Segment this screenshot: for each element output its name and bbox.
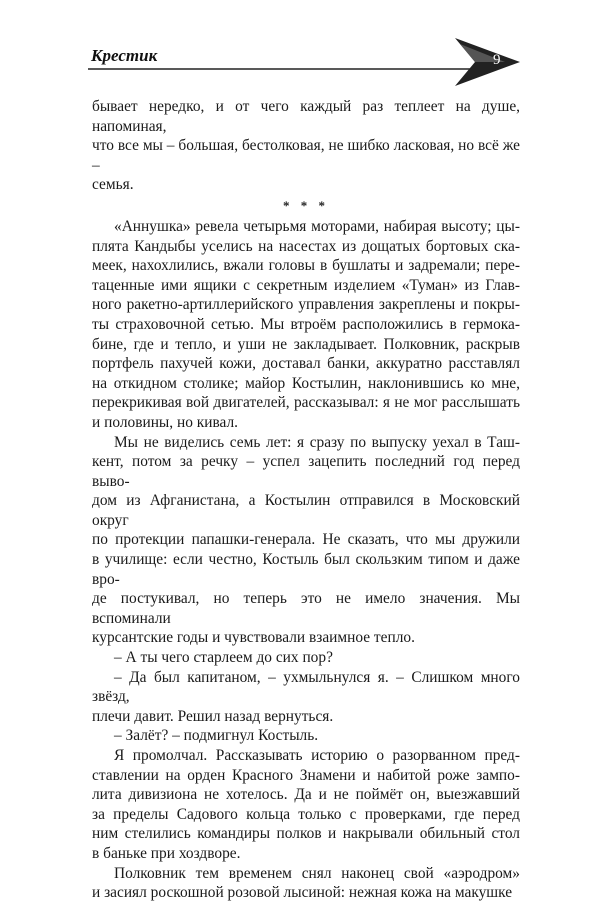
text-line: – Да был капитаном, – ухмыльнулся я. – Слишком много звёзд, xyxy=(92,668,520,706)
text-line: за пределы Садового кольца только с проверками, где перед xyxy=(92,805,520,823)
section-separator: * * * xyxy=(283,197,329,213)
text-line: Полковник тем временем снял наконец свой «аэродром» xyxy=(114,864,520,882)
text-line: бывает нередко, и от чего каждый раз теплеет на душе, напоминая, xyxy=(92,98,520,135)
dialogue-paragraph xyxy=(92,668,520,727)
running-title: Крестик xyxy=(91,46,158,65)
text-line: де постукивал, но теперь это не имело значения. Мы вспоминали xyxy=(92,590,520,627)
text-line: Я промолчал. Рассказывать историю о разорванном пред- xyxy=(114,747,520,764)
dialogue-line: – А ты чего старлеем до сих пор? xyxy=(114,649,333,667)
body-text xyxy=(92,97,520,903)
text-line: лита дивизиона не хотелось. Да и не поймёт он, выезжавший xyxy=(92,786,520,804)
page-number: 9 xyxy=(493,52,501,68)
text-line: по протекции папашки-генерала. Не сказать, что мы дружили xyxy=(92,531,520,549)
text-line: на откидном столике; майор Костылин, наклонившись ко мне, xyxy=(92,374,520,392)
text-line: ним стелились командиры полков и накрывали обильный стол xyxy=(92,825,520,843)
text-line: ного ракетно-артиллерийского управления закреплены и покры- xyxy=(92,296,520,314)
text-line: Мы не виделись семь лет: я сразу по выпуску уехал в Таш- xyxy=(114,433,520,451)
text-line: таценные ими ящики с секретным изделием «Туман» из Глав- xyxy=(92,276,520,294)
text-line: плята Кандыбы уселись на насестах из дощатых бортовых ска- xyxy=(92,237,520,255)
page-header xyxy=(0,0,600,100)
text-line: плечи давит. Решил назад вернуться. xyxy=(92,707,334,725)
text-line: курсантские годы и чувствовали взаимное тепло. xyxy=(92,629,415,647)
text-line: в баньке при хоздворе. xyxy=(92,844,241,862)
paragraph xyxy=(92,864,520,903)
text-line: портфель пахучей кожи, доставал банки, аккуратно расставлял xyxy=(92,355,520,373)
dialogue-line: – Залёт? – подмигнул Костыль. xyxy=(114,727,319,745)
paragraph xyxy=(92,217,520,433)
header-arrow-graphic xyxy=(0,0,600,100)
text-line: дом из Афганистана, а Костылин отправился в Московский округ xyxy=(92,492,520,529)
text-line: семья. xyxy=(92,176,134,194)
text-line: меек, нахохлились, вжали головы в бушлаты и задремали; пере- xyxy=(92,257,520,275)
text-line: и засиял роскошной розовой лысиной: нежная кожа на макушке xyxy=(92,884,513,902)
text-line: «Аннушка» ревела четырьмя моторами, набирая высоту; цы- xyxy=(114,217,520,235)
paragraph xyxy=(92,433,520,649)
paragraph-continued xyxy=(92,97,520,195)
text-line: ты страховочной сетью. Мы втроём расположились в гермока- xyxy=(92,315,520,333)
text-line: в училище: если честно, Костыль был скользким типом и даже вро- xyxy=(92,551,520,588)
text-line: ставлении на орден Красного Знамени и набитой роже зампо- xyxy=(92,766,520,784)
text-line: и половины, но кивал. xyxy=(92,413,239,431)
text-line: перекрикивая вой двигателей, рассказывал: я не мог расслышать xyxy=(92,394,520,412)
text-line: что все мы – большая, бестолковая, не шибко ласковая, но всё же – xyxy=(92,137,520,174)
text-line: бине, где и тепло, и уши не закладывает. Полковник, раскрыв xyxy=(92,335,520,353)
text-line: кент, потом за речку – успел зацепить последний год перед выво- xyxy=(92,453,520,490)
paragraph xyxy=(92,746,520,864)
